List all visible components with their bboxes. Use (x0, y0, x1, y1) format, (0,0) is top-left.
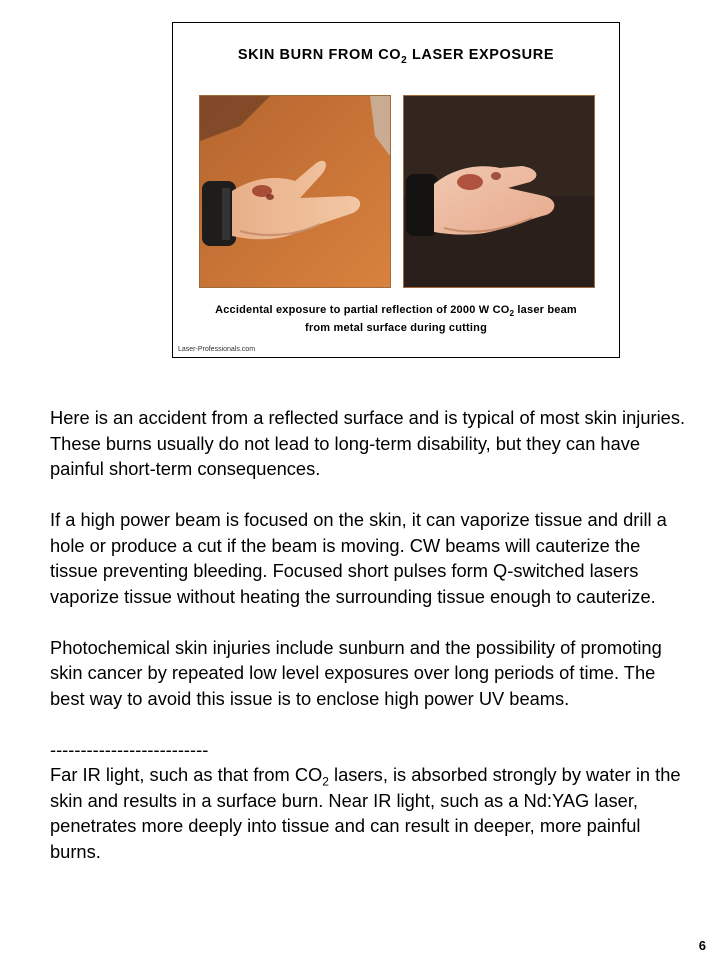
caption-text: Accidental exposure to partial reflection of 2000 W CO (215, 304, 510, 316)
notes-body (50, 405, 690, 864)
caption-subscript: 2 (509, 309, 515, 319)
caption-line-2: from metal surface during cutting (304, 322, 487, 335)
slide-title-text-end: LASER EXPOSURE (407, 47, 555, 63)
slide-caption (173, 303, 619, 336)
burn-photo-left (199, 95, 391, 288)
separator-line: -------------------------- (50, 738, 209, 760)
watermark: Laser-Professionals.com (178, 346, 256, 353)
paragraph-focused-beam: If a high power beam is focused on the skin, it can vaporize tissue and drill a hole or produce a cut if the beam is moving. CW beams will cauterize the tissue preventing bleeding. Focused short pulses form Q-switched lasers vaporize tissue without heating the surrounding tissue enough to cauterize. (50, 509, 667, 607)
ir-subscript: 2 (322, 774, 329, 789)
slide-figure (172, 22, 620, 358)
slide-title-subscript: 2 (401, 54, 408, 66)
caption-text-end: laser beam (514, 304, 577, 316)
slide-title-text: SKIN BURN FROM CO (237, 47, 402, 63)
paragraph-ir-light (50, 737, 690, 865)
paragraph-reflection-accident: Here is an accident from a reflected surface and is typical of most skin injuries. These burns usually do not lead to long-term disability, but they can have painful short-term consequences. (50, 407, 686, 479)
burn-photo-right (403, 95, 595, 288)
caption-line-1 (173, 303, 619, 321)
page-number: 6 (698, 938, 706, 953)
paragraph-photochemical: Photochemical skin injuries include sunburn and the possibility of promoting skin cancer by repeated low level exposures over long periods of time. The best way to avoid this issue is to enclose high power UV beams. (50, 636, 662, 709)
ir-text-end: lasers, is absorbed strongly by water in the skin and results in a surface burn. Near IR light, such as a Nd:YAG laser, penetrates more deeply into tissue and can result in deeper, more painful burns. (50, 764, 681, 862)
slide-title (173, 47, 619, 66)
ir-text: Far IR light, such as that from CO (50, 764, 323, 785)
